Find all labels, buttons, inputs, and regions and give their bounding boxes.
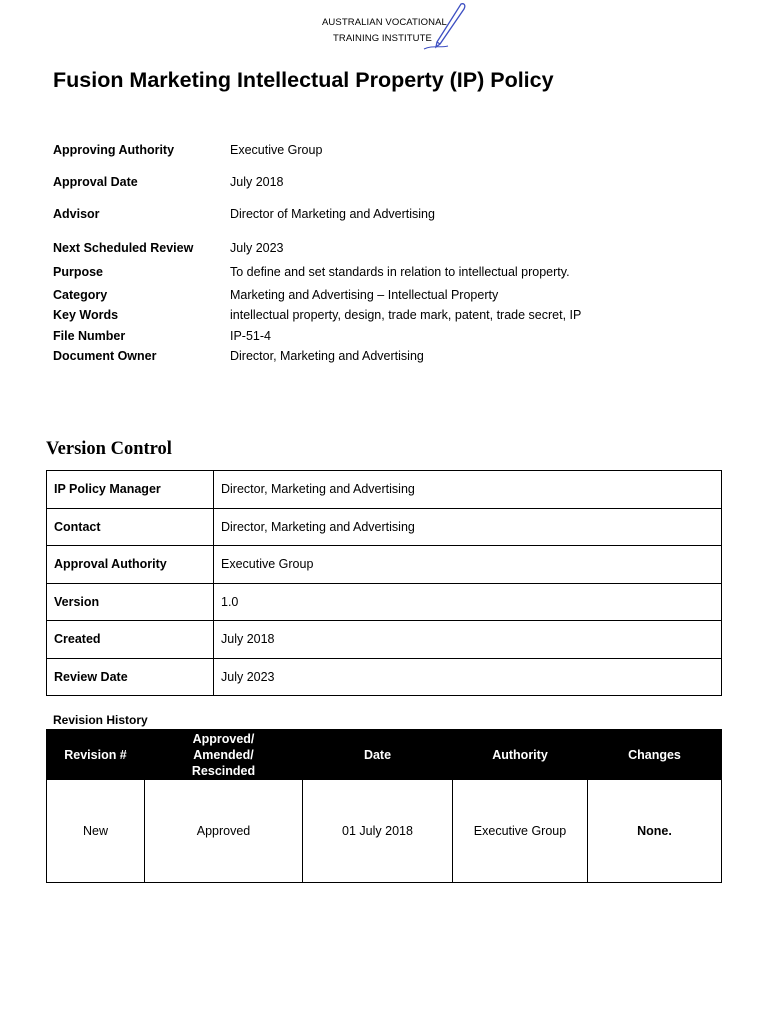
quill-pen-icon — [418, 2, 468, 54]
table-cell-value: 1.0 — [214, 583, 722, 621]
table-cell-value: Director, Marketing and Advertising — [214, 471, 722, 509]
table-cell: New — [47, 780, 145, 883]
table-cell: Approved — [145, 780, 303, 883]
table-cell: None. — [588, 780, 722, 883]
table-cell-label: IP Policy Manager — [47, 471, 214, 509]
detail-value: Director of Marketing and Advertising — [230, 207, 435, 221]
table-row — [47, 621, 722, 659]
detail-value: Executive Group — [230, 143, 323, 157]
detail-value: July 2023 — [230, 241, 284, 255]
table-row — [47, 780, 722, 883]
column-header: Authority — [453, 730, 588, 780]
column-header: Changes — [588, 730, 722, 780]
column-header: Date — [303, 730, 453, 780]
detail-label: Advisor — [53, 207, 100, 221]
column-header: Revision # — [47, 730, 145, 780]
detail-value: Director, Marketing and Advertising — [230, 349, 424, 363]
detail-label: File Number — [53, 329, 126, 343]
logo-text-line2: TRAINING INSTITUTE — [333, 33, 432, 44]
detail-value: Marketing and Advertising – Intellectual Property — [230, 288, 499, 302]
revision-history-heading: Revision History — [53, 713, 148, 727]
document-title: Fusion Marketing Intellectual Property (IP) Policy — [53, 68, 554, 92]
table-row — [47, 546, 722, 584]
detail-label: Approving Authority — [53, 143, 175, 157]
table-cell-label: Approval Authority — [47, 546, 214, 584]
table-cell: 01 July 2018 — [303, 780, 453, 883]
table-row — [47, 583, 722, 621]
detail-label: Approval Date — [53, 175, 138, 189]
detail-value: July 2018 — [230, 175, 284, 189]
version-control-table — [46, 470, 722, 696]
institute-logo — [318, 2, 468, 54]
revision-history-table — [46, 729, 722, 883]
table-cell: Executive Group — [453, 780, 588, 883]
table-row — [47, 508, 722, 546]
table-cell-label: Contact — [47, 508, 214, 546]
table-cell-value: Executive Group — [214, 546, 722, 584]
table-cell-label: Version — [47, 583, 214, 621]
detail-label: Category — [53, 288, 108, 302]
version-control-heading: Version Control — [46, 439, 172, 459]
detail-label: Next Scheduled Review — [53, 241, 194, 255]
table-cell-label: Review Date — [47, 658, 214, 696]
table-cell-value: Director, Marketing and Advertising — [214, 508, 722, 546]
table-row — [47, 658, 722, 696]
detail-label: Document Owner — [53, 349, 157, 363]
detail-value: IP-51-4 — [230, 329, 271, 343]
table-header-row — [47, 730, 722, 780]
table-cell-value: July 2023 — [214, 658, 722, 696]
column-header: Approved/ Amended/ Rescinded — [145, 730, 303, 780]
detail-value: To define and set standards in relation to intellectual property. — [230, 265, 570, 279]
table-cell-label: Created — [47, 621, 214, 659]
detail-label: Key Words — [53, 308, 119, 322]
logo-text-line1: AUSTRALIAN VOCATIONAL — [322, 17, 447, 28]
table-row — [47, 471, 722, 509]
table-cell-value: July 2018 — [214, 621, 722, 659]
detail-value: intellectual property, design, trade mark, patent, trade secret, IP — [230, 308, 582, 322]
detail-label: Purpose — [53, 265, 104, 279]
